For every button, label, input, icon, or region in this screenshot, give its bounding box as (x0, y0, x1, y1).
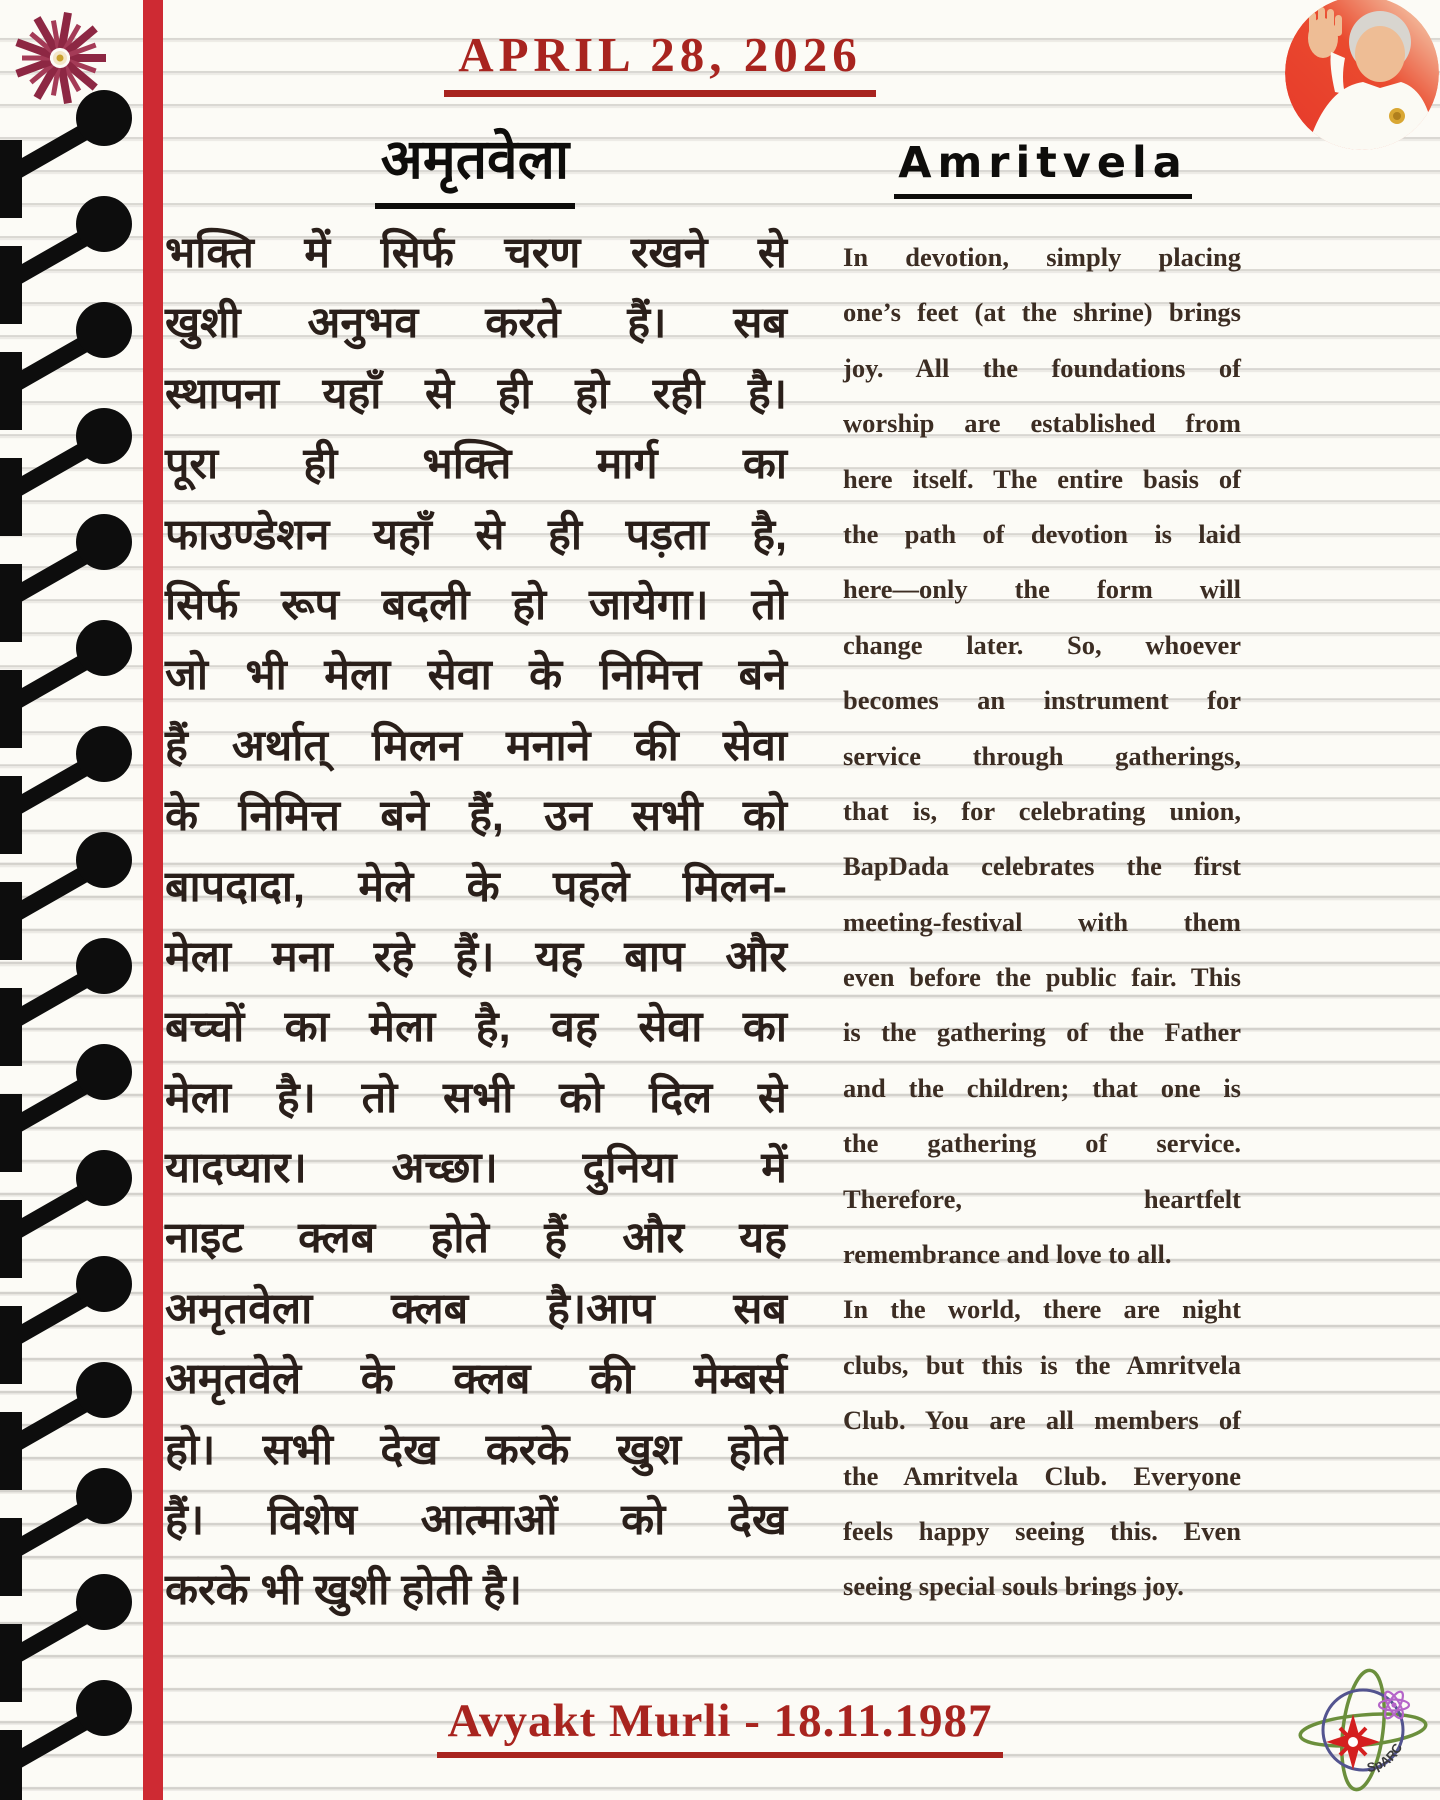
text-line: joy. All the foundations of (843, 352, 1241, 383)
text-line: फाउण्डेशन यहाँ से ही पड़ता है, (165, 510, 787, 559)
english-paragraph (843, 230, 1241, 1615)
hindi-title-text: अमृतवेला (375, 120, 575, 209)
text-line: सिर्फ रूप बदली हो जायेगा। तो (165, 580, 787, 629)
footer-source-title (0, 1694, 1440, 1758)
text-line: BapDada celebrates the first (843, 851, 1241, 882)
text-line: here itself. The entire basis of (843, 463, 1241, 494)
text-line: जो भी मेला सेवा के निमित्त बने (165, 651, 787, 700)
english-column-title (843, 138, 1243, 199)
starburst-icon (8, 6, 112, 110)
text-line: meeting-festival with them (843, 906, 1241, 937)
text-line: करके भी खुशी होती है। (165, 1566, 523, 1615)
text-line: remembrance and love to all. (843, 1239, 1172, 1270)
text-line: स्थापना यहाँ से ही हो रही है। (165, 369, 787, 418)
portrait-photo-content (1285, 0, 1439, 154)
face (1355, 26, 1405, 82)
text-line: के निमित्त बने हैं, उन सभी को (165, 792, 787, 841)
text-line: here—only the form will (843, 574, 1241, 605)
text-line: नाइट क्लब होते हैं और यह (165, 1214, 787, 1263)
text-line: seeing special souls brings joy. (843, 1571, 1184, 1602)
text-line: मेला है। तो सभी को दिल से (165, 1073, 787, 1122)
page-date-title (360, 26, 960, 97)
text-line: even before the public fair. This (843, 962, 1241, 993)
text-line: अमृतवेले के क्लब की मेम्बर्स (165, 1355, 787, 1404)
text-line: service through gatherings, (843, 740, 1241, 771)
text-line: अमृतवेला क्लब है।आप सब (165, 1284, 787, 1333)
text-line: In devotion, simply placing (843, 242, 1241, 272)
text-line: and the children; that one is (843, 1072, 1241, 1103)
text-line: In the world, there are night (843, 1294, 1241, 1325)
text-line: that is, for celebrating union, (843, 795, 1241, 826)
text-line: बापदादा, मेले के पहले मिलन- (165, 862, 787, 911)
text-line: change later. So, whoever (843, 629, 1241, 660)
text-line: Club. You are all members of (843, 1405, 1241, 1436)
text-line: मेला मना रहे हैं। यह बाप और (165, 932, 787, 981)
text-line: feels happy seeing this. Even (843, 1515, 1241, 1546)
text-line: worship are established from (843, 408, 1241, 439)
text-line: the Amritvela Club. Everyone (843, 1460, 1241, 1491)
page-date-text: APRIL 28, 2026 (444, 26, 876, 97)
text-line: is the gathering of the Father (843, 1017, 1241, 1048)
text-line: हो। सभी देख करके खुश होते (165, 1425, 787, 1474)
text-line: खुशी अनुभव करते हैं। सब (165, 299, 787, 348)
spiral-binding-icon (0, 0, 150, 1800)
hindi-column-title (165, 120, 785, 209)
text-line: भक्ति में सिर्फ चरण रखने से (165, 229, 787, 277)
text-line: clubs, but this is the Amritvela (843, 1349, 1241, 1380)
text-line: पूरा ही भक्ति मार्ग का (165, 440, 787, 489)
text-line: Therefore, heartfelt (843, 1183, 1241, 1214)
hindi-paragraph (165, 218, 787, 1626)
english-title-text: Amritvela (894, 138, 1192, 199)
footer-source-text: Avyakt Murli - 18.11.1987 (437, 1694, 1002, 1758)
portrait-photo (1283, 0, 1440, 154)
text-line: हैं। विशेष आत्माओं को देख (165, 1496, 787, 1545)
sparc-logo (1292, 1658, 1434, 1800)
logo-label: SpARC (1365, 1740, 1406, 1776)
text-line: बच्चों का मेला है, वह सेवा का (165, 1003, 787, 1052)
text-line: one’s feet (at the shrine) brings (843, 297, 1241, 328)
text-line: the gathering of service. (843, 1128, 1241, 1159)
text-line: यादप्यार। अच्छा। दुनिया में (165, 1144, 787, 1193)
text-line: हैं अर्थात् मिलन मनाने की सेवा (165, 721, 787, 770)
text-line: becomes an instrument for (843, 685, 1241, 716)
text-line: the path of devotion is laid (843, 518, 1241, 549)
